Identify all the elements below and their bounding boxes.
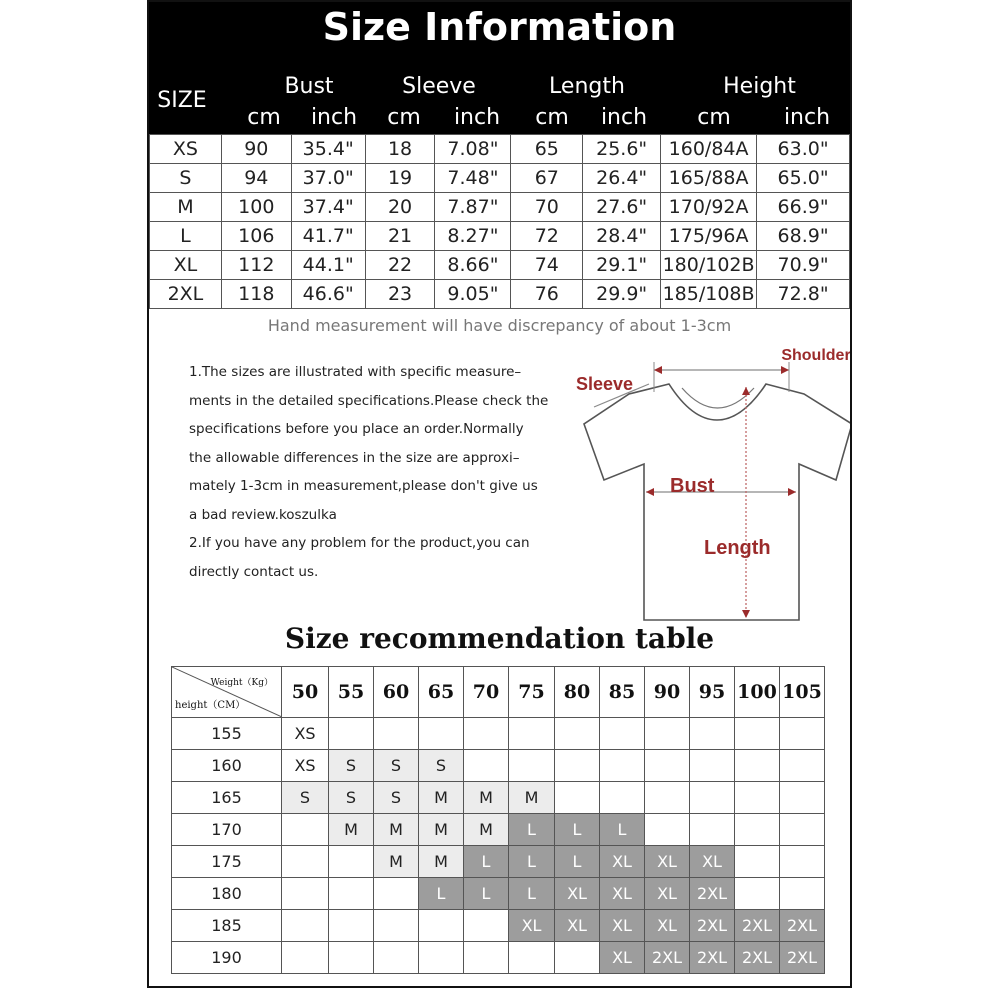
instructions-line: ments in the detailed specifications.Please check the <box>189 392 549 409</box>
instructions-line: a bad review.koszulka <box>189 506 337 523</box>
recommendation-cell <box>735 718 780 750</box>
recommendation-cell <box>282 846 329 878</box>
recommendation-cell <box>374 910 419 942</box>
size-info-header <box>149 2 850 134</box>
recommendation-cell <box>509 942 555 974</box>
size-value-cell: 68.9" <box>757 222 850 251</box>
instructions-line: directly contact us. <box>189 563 319 580</box>
recommendation-cell <box>464 942 509 974</box>
size-value-cell: 65 <box>511 135 583 164</box>
recommendation-cell <box>690 814 735 846</box>
recommendation-cell <box>735 878 780 910</box>
recommendation-cell <box>780 846 825 878</box>
size-value-cell: 7.87" <box>435 193 511 222</box>
instructions-line: 1.The sizes are illustrated with specific measure– <box>189 364 522 380</box>
weight-header-cell: 55 <box>329 667 374 718</box>
weight-header-cell: 85 <box>600 667 645 718</box>
tshirt-outline <box>584 384 852 620</box>
recommendation-cell <box>645 814 690 846</box>
recommendation-cell <box>690 750 735 782</box>
recommendation-cell: XL <box>645 878 690 910</box>
size-value-cell: 63.0" <box>757 135 850 164</box>
size-value-cell: 94 <box>221 164 291 193</box>
recommendation-cell: M <box>374 846 419 878</box>
recommendation-cell <box>735 782 780 814</box>
recommendation-cell <box>282 814 329 846</box>
recommendation-cell: XL <box>600 878 645 910</box>
recommendation-cell <box>690 718 735 750</box>
size-value-cell: 90 <box>221 135 291 164</box>
length-label: Length <box>704 537 771 559</box>
recommendation-cell: XL <box>690 846 735 878</box>
recommendation-cell <box>735 814 780 846</box>
weight-header-cell: 60 <box>374 667 419 718</box>
size-value-cell: 19 <box>365 164 435 193</box>
recommendation-cell: S <box>282 782 329 814</box>
recommendation-cell: 2XL <box>780 942 825 974</box>
weight-header-cell: 75 <box>509 667 555 718</box>
size-value-cell: 8.66" <box>435 251 511 280</box>
recommendation-cell: M <box>464 814 509 846</box>
sleeve-label: Sleeve <box>576 374 634 394</box>
recommendation-row <box>172 910 825 942</box>
tshirt-collar <box>682 388 754 408</box>
recommendation-cell: 2XL <box>645 942 690 974</box>
recommendation-cell <box>419 942 464 974</box>
size-value-cell: 44.1" <box>291 251 365 280</box>
size-value-cell: 76 <box>511 280 583 309</box>
recommendation-cell: L <box>464 878 509 910</box>
recommendation-cell: M <box>509 782 555 814</box>
recommendation-cell <box>282 878 329 910</box>
recommendation-cell: M <box>419 782 464 814</box>
recommendation-cell <box>329 718 374 750</box>
recommendation-cell: S <box>329 782 374 814</box>
size-row <box>150 193 850 222</box>
size-label-cell: 2XL <box>150 280 222 309</box>
size-row <box>150 280 850 309</box>
size-value-cell: 21 <box>365 222 435 251</box>
recommendation-cell <box>329 942 374 974</box>
size-value-cell: 112 <box>221 251 291 280</box>
recommendation-cell: XL <box>509 910 555 942</box>
weight-header-cell: 95 <box>690 667 735 718</box>
recommendation-cell <box>600 718 645 750</box>
recommendation-cell <box>464 718 509 750</box>
recommendation-cell: 2XL <box>735 910 780 942</box>
size-value-cell: 70.9" <box>757 251 850 280</box>
recommendation-cell: L <box>555 814 600 846</box>
size-value-cell: 74 <box>511 251 583 280</box>
unit-length-cm: cm <box>535 105 569 130</box>
shoulder-label: Shoulder <box>781 347 851 364</box>
recommendation-table <box>171 666 825 974</box>
size-value-cell: 26.4" <box>583 164 661 193</box>
recommendation-cell <box>374 878 419 910</box>
size-value-cell: 118 <box>221 280 291 309</box>
size-value-cell: 46.6" <box>291 280 365 309</box>
weight-header-cell: 90 <box>645 667 690 718</box>
recommendation-cell: XL <box>555 910 600 942</box>
size-value-cell: 65.0" <box>757 164 850 193</box>
size-row <box>150 164 850 193</box>
recommendation-cell <box>690 782 735 814</box>
height-cell: 160 <box>172 750 282 782</box>
recommendation-cell: 2XL <box>690 878 735 910</box>
size-label-cell: XS <box>150 135 222 164</box>
height-axis-label: height（CM） <box>175 700 246 711</box>
size-value-cell: 37.0" <box>291 164 365 193</box>
size-value-cell: 72.8" <box>757 280 850 309</box>
recommendation-cell: M <box>464 782 509 814</box>
size-value-cell: 37.4" <box>291 193 365 222</box>
size-value-cell: 41.7" <box>291 222 365 251</box>
recommendation-cell <box>464 750 509 782</box>
corner-cell <box>172 667 282 718</box>
weight-header-cell: 100 <box>735 667 780 718</box>
recommendation-cell: M <box>329 814 374 846</box>
recommendation-cell <box>645 782 690 814</box>
size-value-cell: 160/84A <box>661 135 757 164</box>
recommendation-cell: 2XL <box>780 910 825 942</box>
size-value-cell: 18 <box>365 135 435 164</box>
size-label-cell: L <box>150 222 222 251</box>
recommendation-row <box>172 878 825 910</box>
size-value-cell: 72 <box>511 222 583 251</box>
size-label-cell: M <box>150 193 222 222</box>
recommendation-cell <box>600 750 645 782</box>
recommendation-row <box>172 750 825 782</box>
recommendation-cell <box>555 942 600 974</box>
recommendation-cell <box>419 718 464 750</box>
size-value-cell: 9.05" <box>435 280 511 309</box>
recommendation-cell: L <box>600 814 645 846</box>
recommendation-cell <box>329 910 374 942</box>
size-value-cell: 8.27" <box>435 222 511 251</box>
size-value-cell: 20 <box>365 193 435 222</box>
recommendation-cell <box>780 718 825 750</box>
size-chart <box>147 0 852 988</box>
recommendation-cell <box>374 942 419 974</box>
unit-length-inch: inch <box>600 105 648 130</box>
recommendation-cell: M <box>419 814 464 846</box>
size-table <box>149 134 850 309</box>
size-value-cell: 7.48" <box>435 164 511 193</box>
height-cell: 180 <box>172 878 282 910</box>
recommendation-cell <box>282 910 329 942</box>
unit-bust-inch: inch <box>310 105 358 130</box>
size-value-cell: 165/88A <box>661 164 757 193</box>
size-value-cell: 70 <box>511 193 583 222</box>
recommendation-cell <box>374 718 419 750</box>
height-cell: 170 <box>172 814 282 846</box>
recommendation-cell: L <box>555 846 600 878</box>
recommendation-cell: S <box>419 750 464 782</box>
size-value-cell: 175/96A <box>661 222 757 251</box>
instructions-text <box>189 358 579 586</box>
instructions-line: the allowable differences in the size are approxi– <box>189 449 520 466</box>
unit-sleeve-cm: cm <box>387 105 421 130</box>
height-cell: 155 <box>172 718 282 750</box>
recommendation-cell: 2XL <box>735 942 780 974</box>
recommendation-cell: L <box>419 878 464 910</box>
instructions-line: mately 1-3cm in measurement,please don't give us <box>189 478 538 494</box>
size-value-cell: 185/108B <box>661 280 757 309</box>
size-row <box>150 222 850 251</box>
weight-header-cell: 80 <box>555 667 600 718</box>
size-label-cell: XL <box>150 251 222 280</box>
weight-header-cell: 50 <box>282 667 329 718</box>
recommendation-cell: XL <box>555 878 600 910</box>
height-cell: 165 <box>172 782 282 814</box>
recommendation-cell <box>555 718 600 750</box>
recommendation-cell <box>329 846 374 878</box>
size-value-cell: 106 <box>221 222 291 251</box>
recommendation-cell <box>419 910 464 942</box>
recommendation-cell <box>645 718 690 750</box>
size-row <box>150 135 850 164</box>
recommendation-cell: M <box>419 846 464 878</box>
unit-height-cm: cm <box>697 105 731 130</box>
recommendation-cell: XS <box>282 718 329 750</box>
recommendation-cell: XL <box>600 910 645 942</box>
recommendation-cell <box>780 814 825 846</box>
unit-bust-cm: cm <box>247 105 281 130</box>
recommendation-title: Size recommendation table <box>284 622 715 655</box>
size-value-cell: 25.6" <box>583 135 661 164</box>
recommendation-cell: L <box>464 846 509 878</box>
recommendation-cell: L <box>509 846 555 878</box>
recommendation-cell: XL <box>600 846 645 878</box>
recommendation-cell <box>780 878 825 910</box>
recommendation-cell: XS <box>282 750 329 782</box>
size-value-cell: 67 <box>511 164 583 193</box>
height-cell: 185 <box>172 910 282 942</box>
recommendation-cell: XL <box>645 910 690 942</box>
size-value-cell: 28.4" <box>583 222 661 251</box>
size-value-cell: 100 <box>221 193 291 222</box>
size-value-cell: 170/92A <box>661 193 757 222</box>
height-cell: 175 <box>172 846 282 878</box>
recommendation-cell <box>464 910 509 942</box>
recommendation-cell: S <box>374 750 419 782</box>
unit-height-inch: inch <box>783 105 831 130</box>
size-value-cell: 35.4" <box>291 135 365 164</box>
recommendation-cell: 2XL <box>690 942 735 974</box>
size-row <box>150 251 850 280</box>
instructions-line: 2.If you have any problem for the product,you can <box>189 535 530 551</box>
weight-header-cell: 105 <box>780 667 825 718</box>
recommendation-cell: XL <box>600 942 645 974</box>
page-title: Size Information <box>322 5 677 49</box>
weight-header-cell: 65 <box>419 667 464 718</box>
col-sleeve: Sleeve <box>402 74 476 99</box>
recommendation-cell: M <box>374 814 419 846</box>
recommendation-cell: XL <box>645 846 690 878</box>
height-cell: 190 <box>172 942 282 974</box>
recommendation-cell <box>600 782 645 814</box>
col-size: SIZE <box>157 88 207 113</box>
recommendation-cell: 2XL <box>690 910 735 942</box>
recommendation-row <box>172 846 825 878</box>
recommendation-cell <box>509 718 555 750</box>
col-length: Length <box>549 74 625 99</box>
weight-header-cell: 70 <box>464 667 509 718</box>
unit-sleeve-inch: inch <box>453 105 501 130</box>
recommendation-cell <box>780 782 825 814</box>
recommendation-cell <box>329 878 374 910</box>
recommendation-row <box>172 814 825 846</box>
size-value-cell: 29.1" <box>583 251 661 280</box>
recommendation-row <box>172 782 825 814</box>
col-bust: Bust <box>284 74 334 99</box>
recommendation-cell <box>555 750 600 782</box>
size-label-cell: S <box>150 164 222 193</box>
recommendation-cell: S <box>374 782 419 814</box>
weight-axis-label: Weight（Kg） <box>210 678 273 688</box>
size-value-cell: 22 <box>365 251 435 280</box>
bust-label: Bust <box>670 475 715 497</box>
recommendation-cell <box>555 782 600 814</box>
instructions-line: specifications before you place an order.Normally <box>189 421 524 437</box>
recommendation-cell <box>645 750 690 782</box>
size-value-cell: 7.08" <box>435 135 511 164</box>
size-value-cell: 180/102B <box>661 251 757 280</box>
size-value-cell: 23 <box>365 280 435 309</box>
recommendation-cell <box>735 750 780 782</box>
recommendation-cell: S <box>329 750 374 782</box>
size-value-cell: 27.6" <box>583 193 661 222</box>
recommendation-cell <box>509 750 555 782</box>
tshirt-diagram <box>574 332 852 624</box>
size-value-cell: 66.9" <box>757 193 850 222</box>
col-height: Height <box>723 74 796 99</box>
measurement-note: Hand measurement will have discrepancy of about 1-3cm <box>267 316 732 335</box>
recommendation-row <box>172 718 825 750</box>
recommendation-row <box>172 942 825 974</box>
recommendation-cell <box>282 942 329 974</box>
recommendation-cell: L <box>509 814 555 846</box>
recommendation-cell <box>735 846 780 878</box>
recommendation-cell: L <box>509 878 555 910</box>
recommendation-cell <box>780 750 825 782</box>
size-value-cell: 29.9" <box>583 280 661 309</box>
